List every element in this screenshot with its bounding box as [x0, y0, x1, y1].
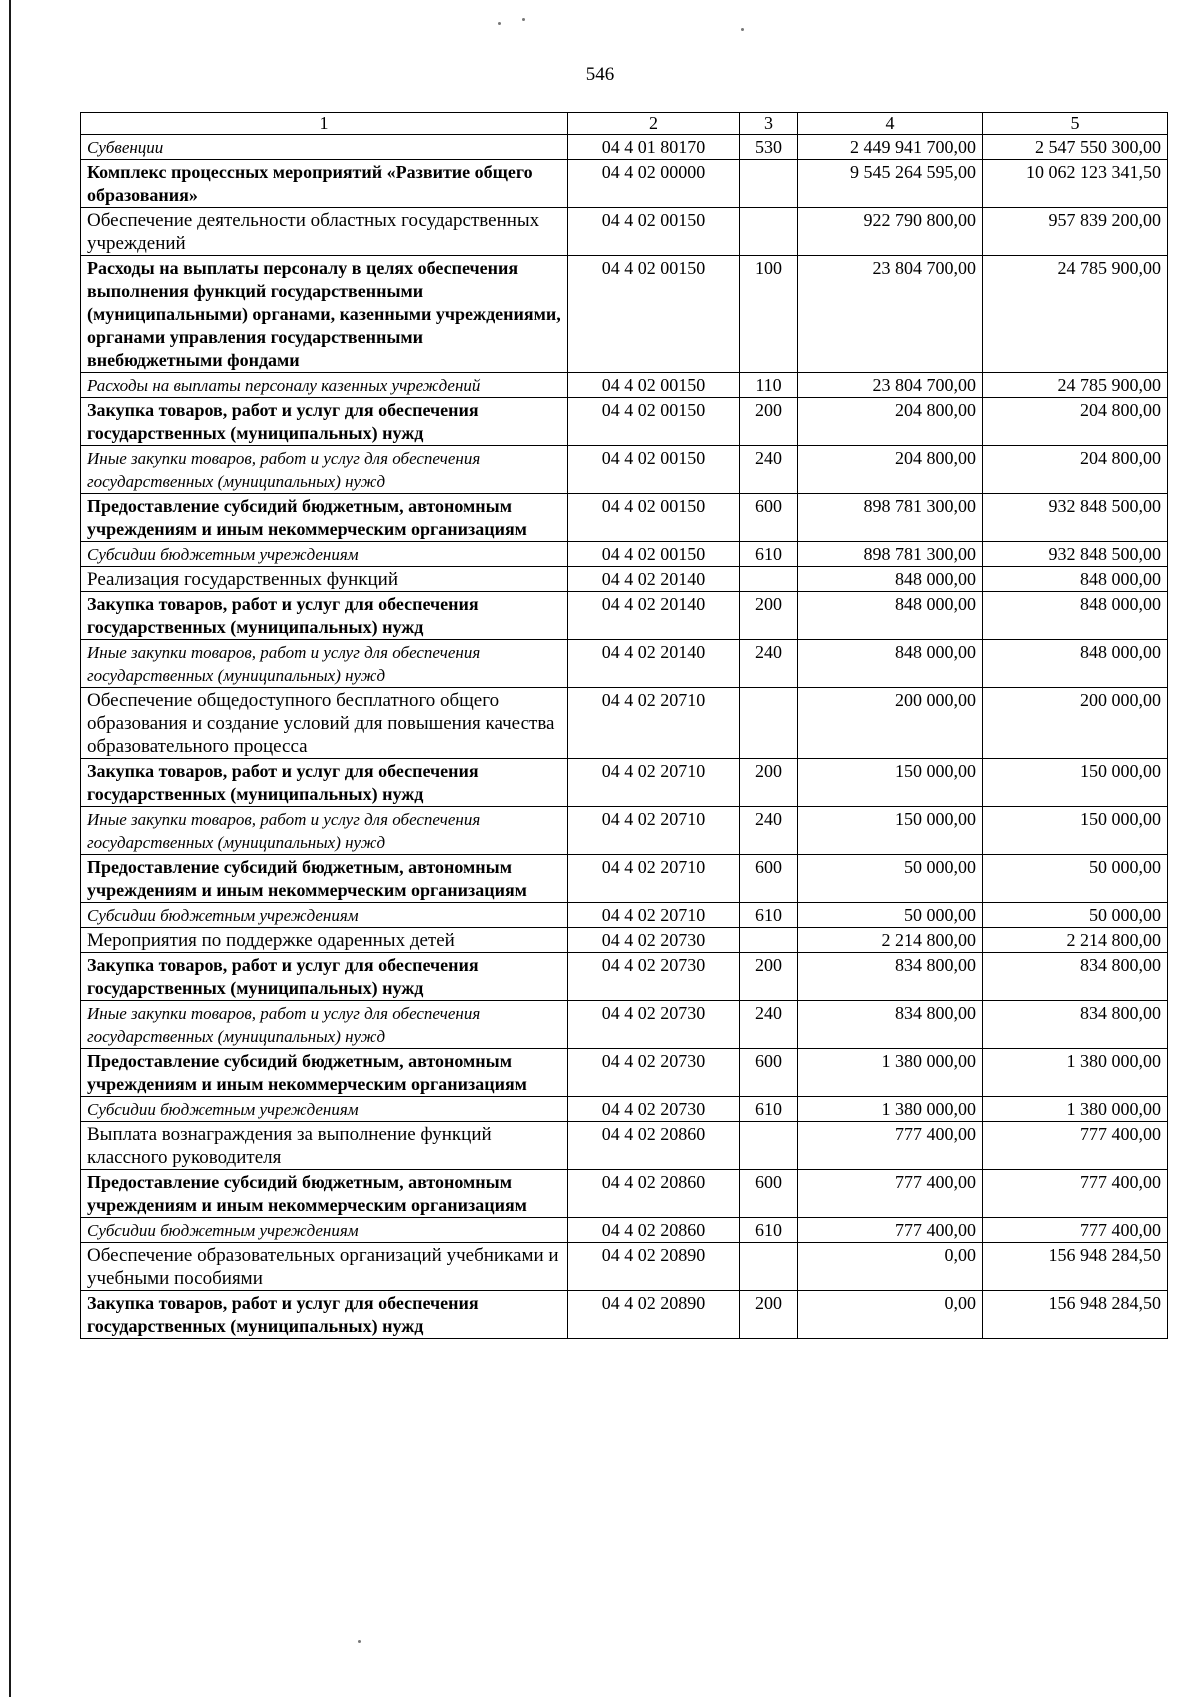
- row-value-year1-cell: 1 380 000,00: [798, 1097, 983, 1122]
- row-type-cell: 610: [740, 542, 798, 567]
- row-value-year1-cell: 204 800,00: [798, 446, 983, 494]
- row-type-cell: [740, 1122, 798, 1170]
- budget-table: [80, 112, 1168, 1339]
- table-row: [81, 398, 1168, 446]
- row-value-year2-cell: 156 948 284,50: [983, 1291, 1168, 1339]
- row-value-year1-cell: 777 400,00: [798, 1218, 983, 1243]
- table-row: [81, 256, 1168, 373]
- row-name-cell: Мероприятия по поддержке одаренных детей: [81, 928, 568, 953]
- row-value-year2-cell: 834 800,00: [983, 1001, 1168, 1049]
- table-row: [81, 592, 1168, 640]
- row-name-cell: Расходы на выплаты персоналу в целях обеспечения выполнения функций государственными (муниципальными) органами, казенными учреждениями, органами управления государственными внебюджетными фондами: [81, 256, 568, 373]
- row-value-year1-cell: 2 214 800,00: [798, 928, 983, 953]
- row-name-cell: Субсидии бюджетным учреждениям: [81, 903, 568, 928]
- row-name-cell: Обеспечение образовательных организаций учебниками и учебными пособиями: [81, 1243, 568, 1291]
- row-type-cell: [740, 567, 798, 592]
- row-value-year2-cell: 777 400,00: [983, 1122, 1168, 1170]
- row-name-cell: Субсидии бюджетным учреждениям: [81, 1218, 568, 1243]
- row-value-year1-cell: 9 545 264 595,00: [798, 160, 983, 208]
- row-name-cell: Предоставление субсидий бюджетным, автономным учреждениям и иным некоммерческим организациям: [81, 494, 568, 542]
- row-value-year2-cell: 50 000,00: [983, 855, 1168, 903]
- row-type-cell: 240: [740, 1001, 798, 1049]
- table-row: [81, 494, 1168, 542]
- row-code-cell: 04 4 02 20140: [568, 592, 740, 640]
- row-code-cell: 04 4 02 20710: [568, 807, 740, 855]
- row-type-cell: 530: [740, 135, 798, 160]
- row-type-cell: 200: [740, 398, 798, 446]
- row-type-cell: [740, 160, 798, 208]
- row-type-cell: 600: [740, 1170, 798, 1218]
- row-name-cell: Обеспечение общедоступного бесплатного общего образования и создание условий для повышения качества образовательного процесса: [81, 688, 568, 759]
- row-value-year1-cell: 150 000,00: [798, 807, 983, 855]
- row-value-year1-cell: 777 400,00: [798, 1122, 983, 1170]
- row-code-cell: 04 4 02 00150: [568, 398, 740, 446]
- table-row: [81, 135, 1168, 160]
- row-type-cell: 110: [740, 373, 798, 398]
- table-row: [81, 688, 1168, 759]
- row-name-cell: Иные закупки товаров, работ и услуг для обеспечения государственных (муниципальных) нужд: [81, 1001, 568, 1049]
- row-name-cell: Расходы на выплаты персоналу казенных учреждений: [81, 373, 568, 398]
- row-name-cell: Предоставление субсидий бюджетным, автономным учреждениям и иным некоммерческим организациям: [81, 1049, 568, 1097]
- row-type-cell: [740, 688, 798, 759]
- row-value-year1-cell: 23 804 700,00: [798, 256, 983, 373]
- row-value-year1-cell: 150 000,00: [798, 759, 983, 807]
- row-code-cell: 04 4 02 00150: [568, 542, 740, 567]
- row-type-cell: 200: [740, 592, 798, 640]
- row-name-cell: Закупка товаров, работ и услуг для обеспечения государственных (муниципальных) нужд: [81, 592, 568, 640]
- row-value-year2-cell: 204 800,00: [983, 446, 1168, 494]
- row-type-cell: 200: [740, 953, 798, 1001]
- row-value-year1-cell: 23 804 700,00: [798, 373, 983, 398]
- table-row: [81, 446, 1168, 494]
- row-code-cell: 04 4 02 20730: [568, 1097, 740, 1122]
- scan-speck: [498, 22, 501, 25]
- table-header-row: [81, 113, 1168, 135]
- row-type-cell: [740, 208, 798, 256]
- row-name-cell: Закупка товаров, работ и услуг для обеспечения государственных (муниципальных) нужд: [81, 953, 568, 1001]
- table-row: [81, 1170, 1168, 1218]
- row-name-cell: Иные закупки товаров, работ и услуг для обеспечения государственных (муниципальных) нужд: [81, 446, 568, 494]
- row-code-cell: 04 4 02 00150: [568, 446, 740, 494]
- table-row: [81, 903, 1168, 928]
- header-cell-5: 5: [983, 113, 1168, 135]
- row-type-cell: 610: [740, 1097, 798, 1122]
- table-row: [81, 1243, 1168, 1291]
- row-code-cell: 04 4 02 20730: [568, 953, 740, 1001]
- row-code-cell: 04 4 02 20860: [568, 1122, 740, 1170]
- table-row: [81, 1097, 1168, 1122]
- row-value-year1-cell: 898 781 300,00: [798, 542, 983, 567]
- row-value-year1-cell: 50 000,00: [798, 855, 983, 903]
- row-code-cell: 04 4 02 20860: [568, 1170, 740, 1218]
- row-name-cell: Выплата вознаграждения за выполнение функций классного руководителя: [81, 1122, 568, 1170]
- scan-speck: [522, 18, 525, 21]
- row-name-cell: Субсидии бюджетным учреждениям: [81, 1097, 568, 1122]
- row-type-cell: 600: [740, 855, 798, 903]
- row-value-year1-cell: 50 000,00: [798, 903, 983, 928]
- table-row: [81, 1291, 1168, 1339]
- table-row: [81, 542, 1168, 567]
- row-name-cell: Иные закупки товаров, работ и услуг для обеспечения государственных (муниципальных) нужд: [81, 640, 568, 688]
- row-value-year1-cell: 898 781 300,00: [798, 494, 983, 542]
- row-value-year2-cell: 932 848 500,00: [983, 494, 1168, 542]
- row-code-cell: 04 4 02 20730: [568, 1049, 740, 1097]
- row-name-cell: Закупка товаров, работ и услуг для обеспечения государственных (муниципальных) нужд: [81, 398, 568, 446]
- row-code-cell: 04 4 02 20140: [568, 640, 740, 688]
- row-value-year2-cell: 156 948 284,50: [983, 1243, 1168, 1291]
- row-value-year2-cell: 10 062 123 341,50: [983, 160, 1168, 208]
- row-type-cell: 610: [740, 1218, 798, 1243]
- row-type-cell: 600: [740, 1049, 798, 1097]
- table-row: [81, 855, 1168, 903]
- row-value-year2-cell: 957 839 200,00: [983, 208, 1168, 256]
- row-name-cell: Предоставление субсидий бюджетным, автономным учреждениям и иным некоммерческим организациям: [81, 1170, 568, 1218]
- table-row: [81, 1001, 1168, 1049]
- row-code-cell: 04 4 02 20710: [568, 855, 740, 903]
- row-value-year1-cell: 0,00: [798, 1291, 983, 1339]
- row-code-cell: 04 4 02 20890: [568, 1243, 740, 1291]
- page-number: 546: [585, 64, 615, 85]
- table-row: [81, 373, 1168, 398]
- row-value-year2-cell: 1 380 000,00: [983, 1097, 1168, 1122]
- row-code-cell: 04 4 02 00150: [568, 373, 740, 398]
- row-value-year2-cell: 150 000,00: [983, 807, 1168, 855]
- row-value-year1-cell: 834 800,00: [798, 1001, 983, 1049]
- row-type-cell: 240: [740, 446, 798, 494]
- row-name-cell: Обеспечение деятельности областных государственных учреждений: [81, 208, 568, 256]
- row-code-cell: 04 4 02 00150: [568, 208, 740, 256]
- row-value-year2-cell: 848 000,00: [983, 567, 1168, 592]
- row-type-cell: 240: [740, 807, 798, 855]
- row-value-year1-cell: 0,00: [798, 1243, 983, 1291]
- row-value-year2-cell: 24 785 900,00: [983, 256, 1168, 373]
- row-code-cell: 04 4 02 20710: [568, 688, 740, 759]
- row-code-cell: 04 4 02 00150: [568, 256, 740, 373]
- table-row: [81, 759, 1168, 807]
- row-name-cell: Субсидии бюджетным учреждениям: [81, 542, 568, 567]
- table-row: [81, 1218, 1168, 1243]
- row-code-cell: 04 4 02 20730: [568, 1001, 740, 1049]
- row-name-cell: Иные закупки товаров, работ и услуг для обеспечения государственных (муниципальных) нужд: [81, 807, 568, 855]
- header-cell-3: 3: [740, 113, 798, 135]
- row-type-cell: 600: [740, 494, 798, 542]
- scan-speck: [741, 28, 744, 31]
- row-code-cell: 04 4 02 20710: [568, 759, 740, 807]
- row-value-year1-cell: 2 449 941 700,00: [798, 135, 983, 160]
- row-name-cell: Закупка товаров, работ и услуг для обеспечения государственных (муниципальных) нужд: [81, 759, 568, 807]
- header-cell-4: 4: [798, 113, 983, 135]
- scan-left-edge: [9, 0, 11, 1697]
- table-row: [81, 567, 1168, 592]
- table-row: [81, 928, 1168, 953]
- row-code-cell: 04 4 01 80170: [568, 135, 740, 160]
- table-row: [81, 953, 1168, 1001]
- row-value-year2-cell: 150 000,00: [983, 759, 1168, 807]
- table-row: [81, 1122, 1168, 1170]
- row-value-year2-cell: 777 400,00: [983, 1218, 1168, 1243]
- row-value-year2-cell: 932 848 500,00: [983, 542, 1168, 567]
- row-name-cell: Комплекс процессных мероприятий «Развитие общего образования»: [81, 160, 568, 208]
- table-row: [81, 208, 1168, 256]
- row-value-year1-cell: 204 800,00: [798, 398, 983, 446]
- row-name-cell: Закупка товаров, работ и услуг для обеспечения государственных (муниципальных) нужд: [81, 1291, 568, 1339]
- row-value-year2-cell: 50 000,00: [983, 903, 1168, 928]
- table-row: [81, 1049, 1168, 1097]
- row-value-year2-cell: 24 785 900,00: [983, 373, 1168, 398]
- row-type-cell: 610: [740, 903, 798, 928]
- row-value-year1-cell: 848 000,00: [798, 592, 983, 640]
- row-type-cell: 100: [740, 256, 798, 373]
- row-value-year1-cell: 848 000,00: [798, 567, 983, 592]
- row-value-year2-cell: 834 800,00: [983, 953, 1168, 1001]
- row-code-cell: 04 4 02 00150: [568, 494, 740, 542]
- row-type-cell: 200: [740, 1291, 798, 1339]
- row-type-cell: 240: [740, 640, 798, 688]
- row-value-year2-cell: 848 000,00: [983, 640, 1168, 688]
- row-name-cell: Предоставление субсидий бюджетным, автономным учреждениям и иным некоммерческим организациям: [81, 855, 568, 903]
- row-type-cell: [740, 1243, 798, 1291]
- row-value-year1-cell: 200 000,00: [798, 688, 983, 759]
- header-cell-1: 1: [81, 113, 568, 135]
- row-value-year2-cell: 200 000,00: [983, 688, 1168, 759]
- row-value-year1-cell: 922 790 800,00: [798, 208, 983, 256]
- row-value-year2-cell: 2 214 800,00: [983, 928, 1168, 953]
- row-type-cell: [740, 928, 798, 953]
- row-code-cell: 04 4 02 00000: [568, 160, 740, 208]
- table-row: [81, 160, 1168, 208]
- row-value-year2-cell: 1 380 000,00: [983, 1049, 1168, 1097]
- header-cell-2: 2: [568, 113, 740, 135]
- row-name-cell: Субвенции: [81, 135, 568, 160]
- row-name-cell: Реализация государственных функций: [81, 567, 568, 592]
- row-value-year1-cell: 1 380 000,00: [798, 1049, 983, 1097]
- row-value-year2-cell: 777 400,00: [983, 1170, 1168, 1218]
- table-row: [81, 807, 1168, 855]
- row-value-year2-cell: 204 800,00: [983, 398, 1168, 446]
- row-code-cell: 04 4 02 20860: [568, 1218, 740, 1243]
- row-code-cell: 04 4 02 20890: [568, 1291, 740, 1339]
- row-code-cell: 04 4 02 20730: [568, 928, 740, 953]
- row-code-cell: 04 4 02 20140: [568, 567, 740, 592]
- table-row: [81, 640, 1168, 688]
- row-code-cell: 04 4 02 20710: [568, 903, 740, 928]
- row-value-year1-cell: 777 400,00: [798, 1170, 983, 1218]
- row-value-year2-cell: 848 000,00: [983, 592, 1168, 640]
- row-value-year1-cell: 848 000,00: [798, 640, 983, 688]
- row-value-year2-cell: 2 547 550 300,00: [983, 135, 1168, 160]
- row-value-year1-cell: 834 800,00: [798, 953, 983, 1001]
- scan-speck: [358, 1640, 361, 1643]
- row-type-cell: 200: [740, 759, 798, 807]
